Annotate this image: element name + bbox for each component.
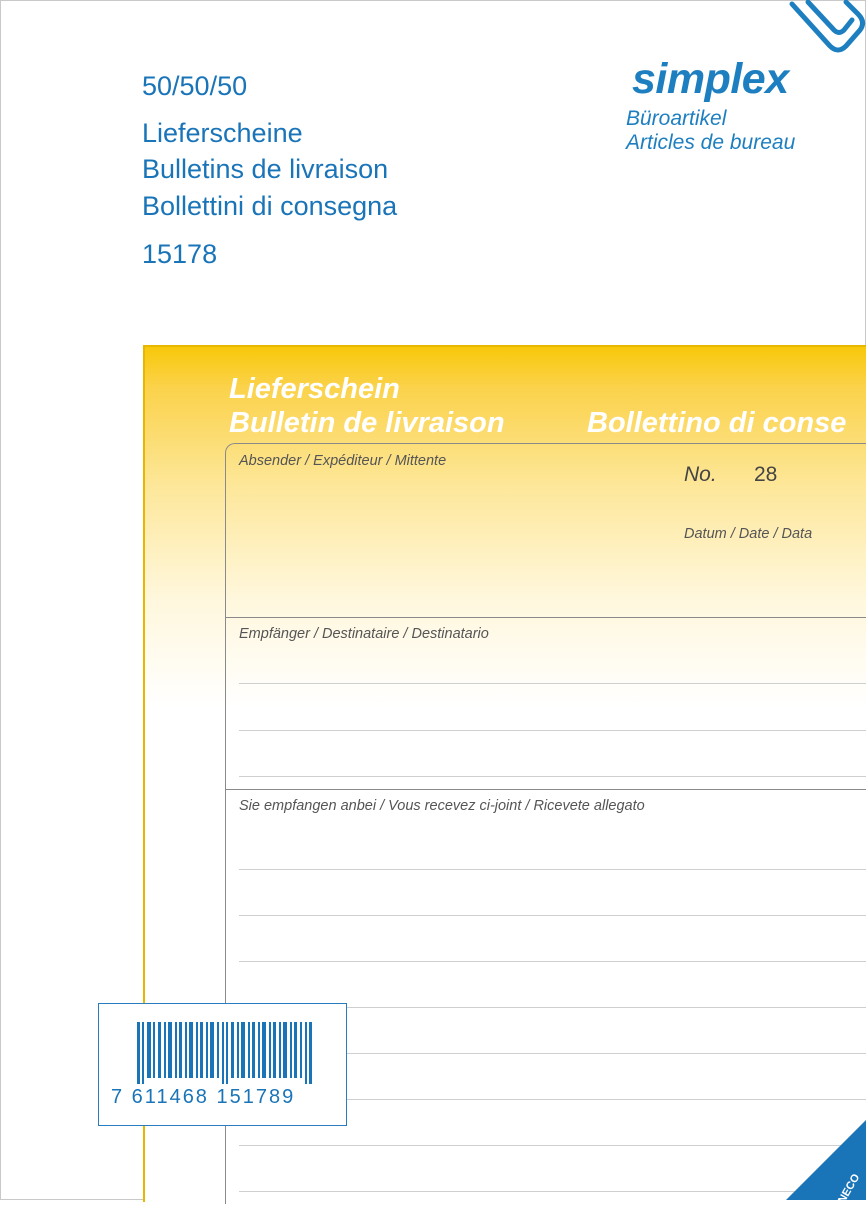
item-line[interactable] bbox=[239, 915, 866, 916]
recipient-line[interactable] bbox=[239, 683, 866, 684]
date-label: Datum / Date / Data bbox=[684, 526, 813, 542]
brand-logo: simplex bbox=[632, 55, 789, 103]
cover-title-fr: Bulletins de livraison bbox=[142, 154, 389, 184]
number-label: No. bbox=[684, 463, 717, 486]
cover-title-it: Bollettini di consegna bbox=[142, 191, 398, 221]
barcode-icon bbox=[137, 1022, 327, 1084]
section-divider bbox=[226, 617, 866, 618]
article-number: 15178 bbox=[142, 239, 218, 269]
item-line[interactable] bbox=[239, 961, 866, 962]
recipient-label: Empfänger / Destinataire / Destinatario bbox=[239, 626, 489, 642]
paperclip-icon bbox=[786, 0, 866, 56]
recipient-line[interactable] bbox=[239, 730, 866, 731]
item-line[interactable] bbox=[239, 1145, 866, 1146]
barcode-digits: 7 611468 151789 bbox=[111, 1086, 296, 1108]
barcode-label bbox=[98, 1003, 347, 1126]
cover-title-de: Lieferscheine bbox=[142, 118, 303, 148]
item-line[interactable] bbox=[239, 1191, 866, 1192]
brand-subtitle-de: Büroartikel bbox=[626, 107, 727, 130]
recipient-line[interactable] bbox=[239, 776, 866, 777]
items-label: Sie empfangen anbei / Vous recevez ci-joint / Ricevete allegato bbox=[239, 798, 645, 814]
form-title-de: Lieferschein bbox=[229, 373, 400, 405]
item-line[interactable] bbox=[239, 869, 866, 870]
cover-quantity: 50/50/50 bbox=[142, 71, 248, 101]
form-title-fr: Bulletin de livraison bbox=[229, 407, 505, 439]
corner-mark-label: ONECO bbox=[831, 1172, 862, 1213]
sender-label: Absender / Expéditeur / Mittente bbox=[239, 453, 447, 469]
form-title-it: Bollettino di conse bbox=[587, 407, 847, 439]
section-divider bbox=[226, 789, 866, 790]
brand-subtitle-fr: Articles de bureau bbox=[626, 131, 796, 154]
number-value: 28 bbox=[754, 463, 778, 486]
